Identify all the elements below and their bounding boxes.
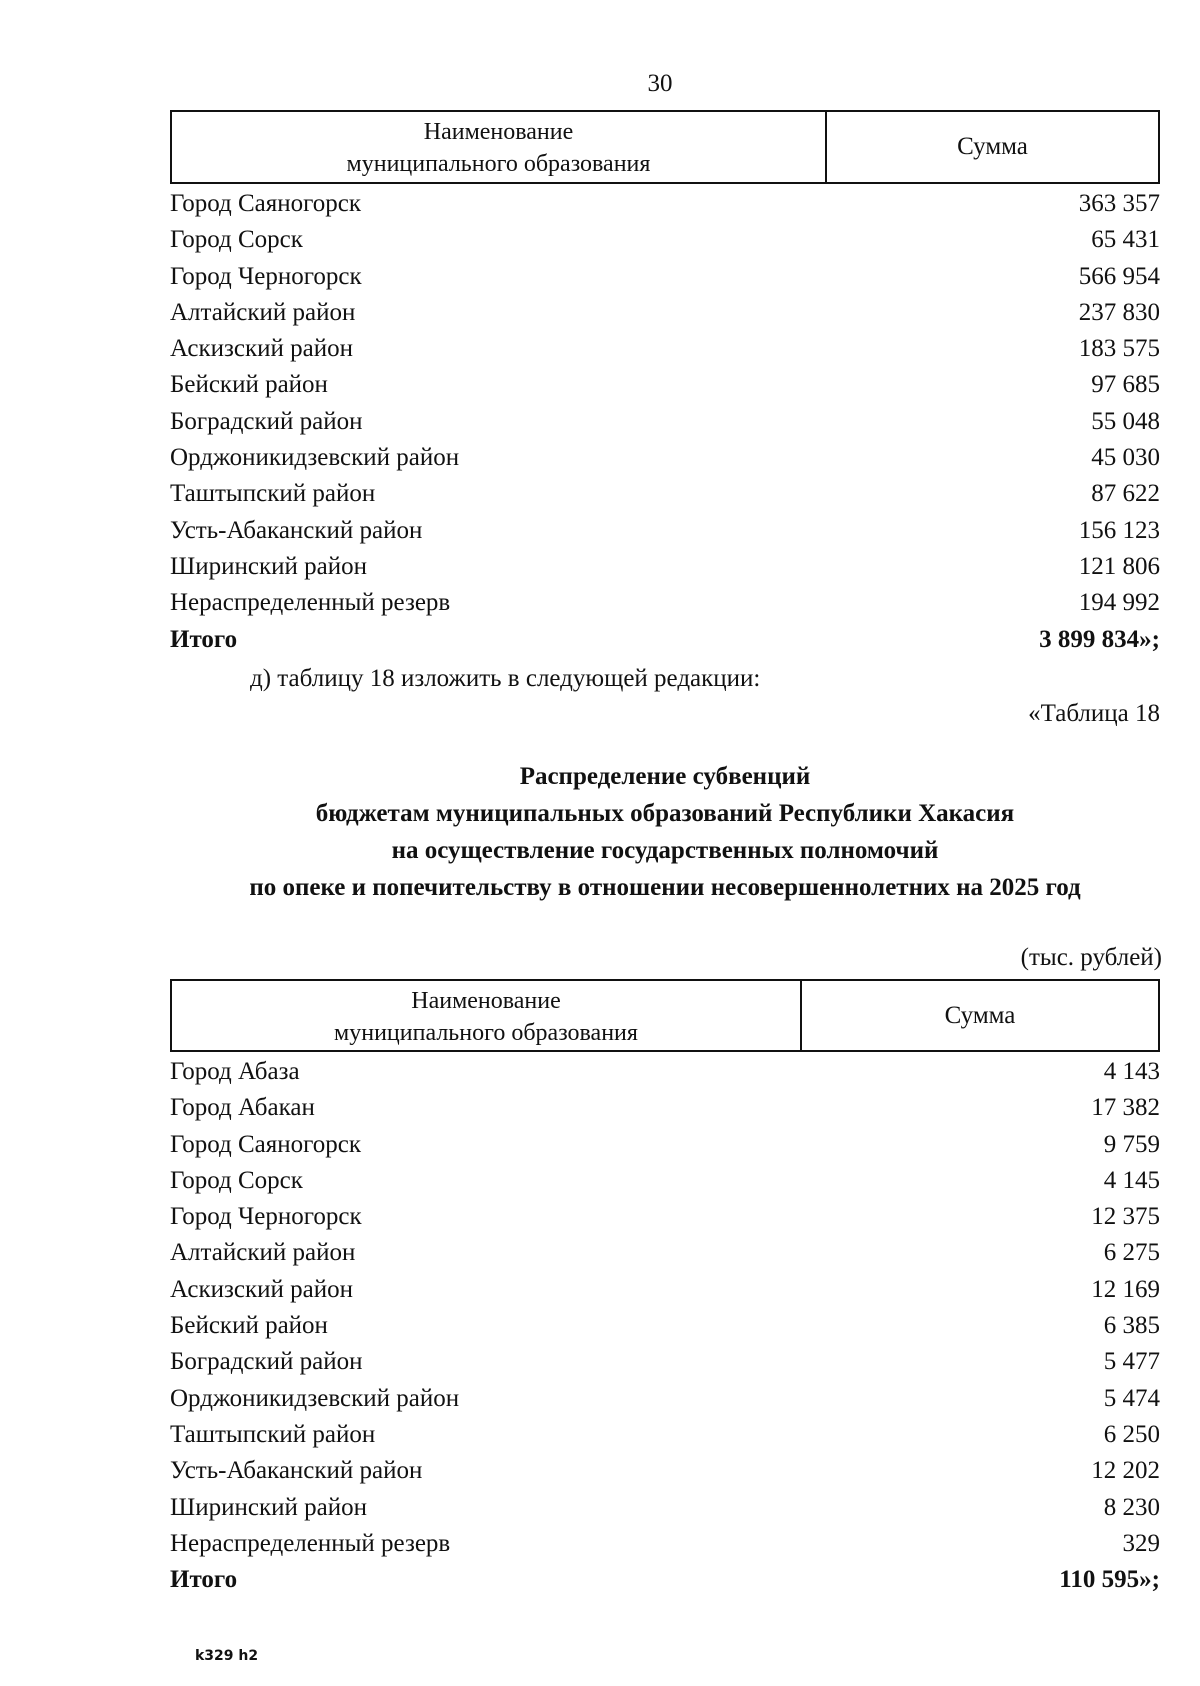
total-amount: 3 899 834»; [1039, 625, 1160, 653]
header-name-line2: муниципального образования [346, 151, 651, 177]
municipality-name: Город Абаза [170, 1058, 300, 1085]
title-line: на осуществление государственных полномочий [391, 837, 939, 864]
header-name-cell [172, 981, 802, 1050]
municipality-name: Таштыпский район [170, 1420, 376, 1448]
table-1 [170, 110, 1160, 658]
table-row [170, 404, 1160, 440]
header-sum-cell: Сумма [957, 133, 1028, 160]
title-line: Распределение субвенций [519, 763, 811, 790]
table-row [170, 1308, 1160, 1344]
header-name-cell [172, 112, 827, 182]
table-row [170, 1490, 1160, 1526]
amount: 6 385 [1103, 1312, 1160, 1340]
table-row [170, 1235, 1160, 1271]
table-row [170, 1526, 1160, 1562]
amount: 9 759 [1103, 1130, 1160, 1158]
table-2-total-row [170, 1562, 1160, 1598]
table-row [170, 1417, 1160, 1453]
table-2 [170, 979, 1160, 1598]
total-label: Итого [170, 1566, 238, 1594]
table-row [170, 1272, 1160, 1308]
table-row [170, 1344, 1160, 1380]
amount: 5 474 [1103, 1384, 1160, 1412]
municipality-name: Боградский район [170, 1348, 363, 1376]
amount: 363 357 [1078, 190, 1160, 217]
amount: 45 030 [1091, 444, 1160, 472]
table-row [170, 1127, 1160, 1163]
amount: 183 575 [1078, 335, 1160, 363]
table-2-title [170, 758, 1160, 906]
table-row [170, 1199, 1160, 1235]
amount: 65 431 [1091, 226, 1160, 254]
amount: 4 145 [1103, 1166, 1160, 1194]
municipality-name: Орджоникидзевский район [170, 1384, 460, 1412]
table-row [170, 186, 1160, 222]
municipality-name: Город Сорск [170, 226, 303, 254]
table-row [170, 440, 1160, 476]
amount: 156 123 [1078, 516, 1160, 544]
table-row [170, 549, 1160, 585]
amount: 5 477 [1103, 1348, 1160, 1376]
municipality-name: Город Черногорск [170, 1203, 362, 1231]
amount: 237 830 [1078, 298, 1160, 326]
amount: 6 275 [1103, 1239, 1160, 1267]
title-line: по опеке и попечительству в отношении несовершеннолетних на 2025 год [249, 874, 1081, 901]
municipality-name: Город Сорск [170, 1166, 303, 1194]
municipality-name: Алтайский район [170, 298, 356, 326]
table-1-rows [170, 186, 1160, 622]
unit-label: (тыс. рублей) [1020, 944, 1162, 971]
table-row [170, 1381, 1160, 1417]
municipality-name: Город Черногорск [170, 262, 362, 290]
municipality-name: Нераспределенный резерв [170, 1529, 451, 1557]
amount: 566 954 [1078, 262, 1160, 290]
amount: 12 375 [1091, 1203, 1160, 1231]
table-row [170, 259, 1160, 295]
total-amount: 110 595»; [1059, 1566, 1160, 1594]
amount: 4 143 [1103, 1058, 1160, 1085]
table-row [170, 1054, 1160, 1090]
amount: 17 382 [1091, 1094, 1160, 1122]
municipality-name: Аскизский район [170, 1275, 354, 1303]
municipality-name: Нераспределенный резерв [170, 589, 451, 617]
amount: 6 250 [1103, 1420, 1160, 1448]
table-row [170, 476, 1160, 512]
table-row [170, 331, 1160, 367]
footer-code: k329 h2 [195, 1648, 259, 1664]
amount: 12 202 [1091, 1457, 1160, 1485]
municipality-name: Орджоникидзевский район [170, 444, 460, 472]
municipality-name: Усть-Абаканский район [170, 1457, 423, 1485]
instruction-text: д) таблицу 18 изложить в следующей редакции: [250, 665, 761, 692]
amount: 55 048 [1091, 407, 1160, 435]
municipality-name: Город Саяногорск [170, 1130, 362, 1158]
title-line: бюджетам муниципальных образований Республики Хакасия [315, 800, 1015, 827]
table-row [170, 1163, 1160, 1199]
municipality-name: Алтайский район [170, 1239, 356, 1267]
table-row [170, 295, 1160, 331]
municipality-name: Ширинский район [170, 552, 367, 580]
table-1-total-row [170, 622, 1160, 658]
header-name-line2: муниципального образования [334, 1020, 638, 1046]
page-number: 30 [647, 70, 673, 97]
table-row [170, 585, 1160, 621]
municipality-name: Таштыпский район [170, 480, 376, 508]
table-1-header [170, 110, 1160, 184]
header-name-line1: Наименование [423, 119, 574, 145]
municipality-name: Город Абакан [170, 1094, 315, 1122]
municipality-name: Боградский район [170, 407, 363, 435]
table-row [170, 513, 1160, 549]
amount: 329 [1122, 1529, 1160, 1557]
amount: 12 169 [1091, 1275, 1160, 1303]
municipality-name: Город Саяногорск [170, 190, 362, 217]
table-2-header [170, 979, 1160, 1052]
amount: 87 622 [1091, 480, 1160, 508]
amount: 97 685 [1091, 371, 1160, 399]
table-2-rows [170, 1054, 1160, 1562]
table-row [170, 367, 1160, 403]
table-row [170, 222, 1160, 258]
table-row [170, 1090, 1160, 1126]
amount: 194 992 [1078, 589, 1160, 617]
total-label: Итого [170, 625, 238, 653]
municipality-name: Бейский район [170, 1312, 328, 1340]
header-sum-cell: Сумма [944, 1001, 1016, 1029]
municipality-name: Аскизский район [170, 335, 354, 363]
table-row [170, 1453, 1160, 1489]
municipality-name: Ширинский район [170, 1493, 367, 1521]
header-name-line1: Наименование [411, 988, 561, 1014]
amount: 8 230 [1103, 1493, 1160, 1521]
municipality-name: Бейский район [170, 371, 328, 399]
table-tag: «Таблица 18 [1028, 700, 1160, 727]
amount: 121 806 [1078, 552, 1160, 580]
municipality-name: Усть-Абаканский район [170, 516, 423, 544]
